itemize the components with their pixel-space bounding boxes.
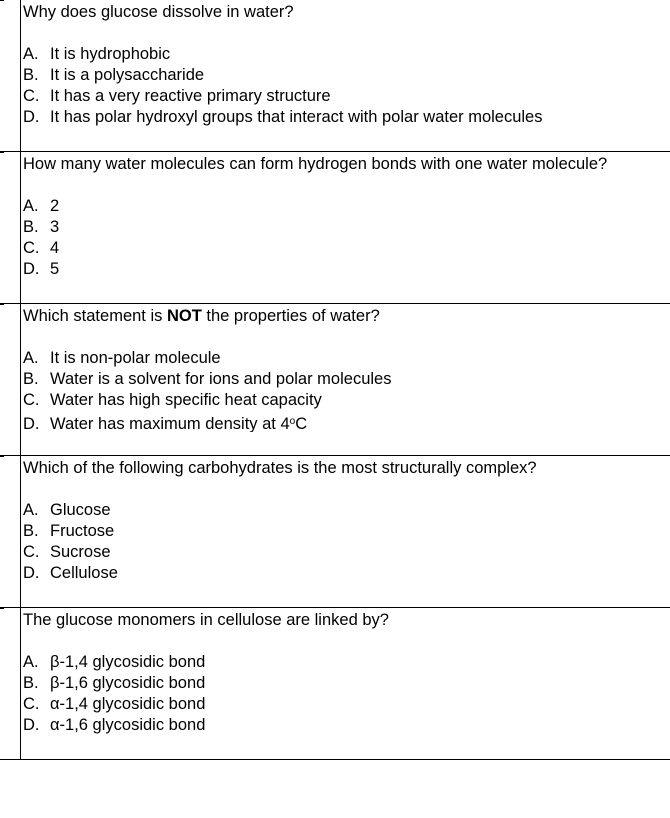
question-text: The glucose monomers in cellulose are linked by? xyxy=(23,611,389,629)
option-d[interactable] xyxy=(23,715,670,736)
option-b[interactable] xyxy=(23,521,670,542)
option-text: Glucose xyxy=(50,501,111,519)
row-tick xyxy=(0,152,4,153)
row-tick xyxy=(0,456,4,457)
question-text: How many water molecules can form hydrogen bonds with one water molecule? xyxy=(23,155,608,173)
option-letter: D. xyxy=(23,260,40,278)
option-text: 4 xyxy=(50,239,60,257)
option-text: Sucrose xyxy=(50,543,111,561)
option-letter: A. xyxy=(23,197,39,215)
option-letter: D. xyxy=(23,415,40,432)
number-cell xyxy=(0,304,21,455)
number-cell xyxy=(0,152,21,303)
question-content xyxy=(23,154,670,280)
option-letter: C. xyxy=(23,239,40,257)
question-row-5 xyxy=(0,608,670,760)
question-text-before: Which statement is xyxy=(23,307,167,325)
option-letter: A. xyxy=(23,45,39,63)
option-letter: A. xyxy=(23,501,39,519)
option-c[interactable] xyxy=(23,390,670,411)
option-d[interactable] xyxy=(23,411,670,432)
option-text: Water has high specific heat capacity xyxy=(50,391,322,409)
number-cell xyxy=(0,608,21,759)
question-text: Which of the following carbohydrates is the most structurally complex? xyxy=(23,459,537,477)
question-text: Why does glucose dissolve in water? xyxy=(23,3,294,21)
option-text: α-1,4 glycosidic bond xyxy=(50,695,206,713)
question-content xyxy=(23,2,670,128)
question-row-1 xyxy=(0,0,670,152)
option-text: It is a polysaccharide xyxy=(50,66,205,84)
question-text-after: the properties of water? xyxy=(201,307,380,325)
row-tick xyxy=(0,0,4,1)
option-letter: B. xyxy=(23,522,39,540)
option-letter: B. xyxy=(23,674,39,692)
question-text-emphasis: NOT xyxy=(166,307,202,325)
option-text: 5 xyxy=(50,260,60,278)
option-text: Water is a solvent for ions and polar molecules xyxy=(50,370,392,388)
option-d[interactable] xyxy=(23,107,670,128)
option-a[interactable] xyxy=(23,348,670,369)
option-letter: D. xyxy=(23,108,40,126)
option-text: Cellulose xyxy=(50,564,118,582)
option-text: β-1,6 glycosidic bond xyxy=(50,674,206,692)
degree-superscript: o xyxy=(289,416,296,427)
row-tick xyxy=(0,304,4,305)
option-letter: B. xyxy=(23,218,39,236)
option-a[interactable] xyxy=(23,500,670,521)
option-text: 2 xyxy=(50,197,60,215)
question-row-4 xyxy=(0,456,670,608)
option-b[interactable] xyxy=(23,673,670,694)
option-text: β-1,4 glycosidic bond xyxy=(50,653,206,671)
option-text-unit: C xyxy=(295,415,308,432)
option-a[interactable] xyxy=(23,196,670,217)
question-text xyxy=(23,306,670,327)
option-letter: D. xyxy=(23,564,40,582)
option-letter: D. xyxy=(23,716,40,734)
option-a[interactable] xyxy=(23,652,670,673)
question-row-2 xyxy=(0,152,670,304)
option-c[interactable] xyxy=(23,86,670,107)
option-letter: C. xyxy=(23,543,40,561)
option-letter: C. xyxy=(23,391,40,409)
option-text: Water has maximum density at 4 xyxy=(50,415,290,432)
option-text: Fructose xyxy=(50,522,115,540)
question-content xyxy=(23,610,670,736)
option-b[interactable] xyxy=(23,65,670,86)
option-d[interactable] xyxy=(23,563,670,584)
row-tick xyxy=(0,608,4,609)
option-b[interactable] xyxy=(23,217,670,238)
option-letter: C. xyxy=(23,87,40,105)
question-row-3 xyxy=(0,304,670,456)
options-list xyxy=(23,348,670,432)
option-text: 3 xyxy=(50,218,60,236)
options-list xyxy=(23,500,670,584)
option-text: It is non-polar molecule xyxy=(50,349,221,367)
option-letter: B. xyxy=(23,370,39,388)
option-c[interactable] xyxy=(23,694,670,715)
option-d[interactable] xyxy=(23,259,670,280)
number-cell xyxy=(0,456,21,607)
option-letter: C. xyxy=(23,695,40,713)
option-letter: B. xyxy=(23,66,39,84)
option-c[interactable] xyxy=(23,542,670,563)
option-letter: A. xyxy=(23,653,39,671)
options-list xyxy=(23,196,670,280)
option-text: It is hydrophobic xyxy=(50,45,171,63)
option-text: It has a very reactive primary structure xyxy=(50,87,331,105)
option-a[interactable] xyxy=(23,44,670,65)
question-content xyxy=(23,306,670,432)
options-list xyxy=(23,652,670,736)
options-list xyxy=(23,44,670,128)
option-text: It has polar hydroxyl groups that interact with polar water molecules xyxy=(50,108,543,126)
option-b[interactable] xyxy=(23,369,670,390)
option-text: α-1,6 glycosidic bond xyxy=(50,716,206,734)
option-letter: A. xyxy=(23,349,39,367)
number-cell xyxy=(0,0,21,151)
option-c[interactable] xyxy=(23,238,670,259)
question-content xyxy=(23,458,670,584)
